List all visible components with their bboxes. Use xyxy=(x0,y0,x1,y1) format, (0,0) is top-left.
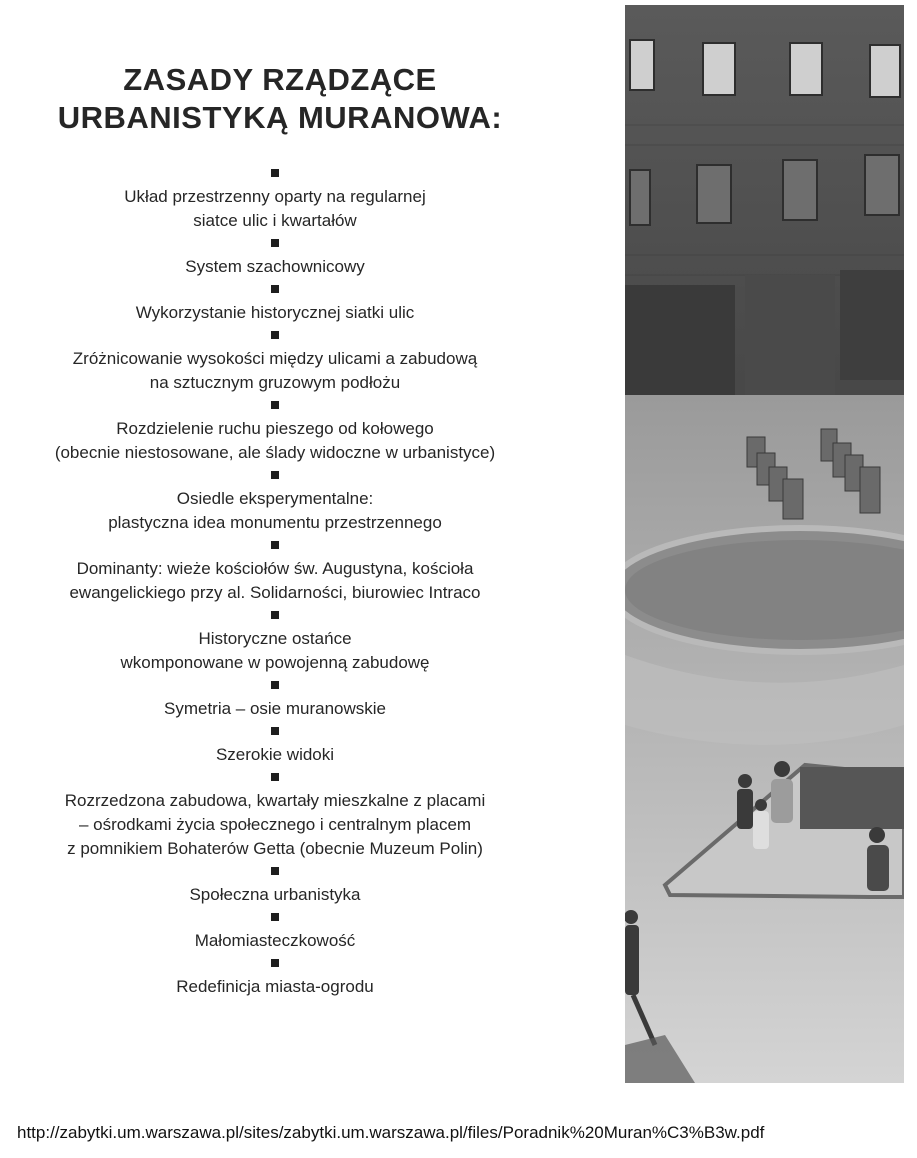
principle-line: Układ przestrzenny oparty na regularnej xyxy=(124,187,426,206)
principle-line: wkomponowane w powojenną zabudowę xyxy=(120,653,430,672)
principle-text xyxy=(20,301,530,325)
principle-text xyxy=(20,557,530,605)
principle-line: plastyczna idea monumentu przestrzennego xyxy=(108,513,442,532)
square-bullet-icon xyxy=(271,773,279,781)
square-bullet-icon xyxy=(271,169,279,177)
square-bullet-icon xyxy=(271,401,279,409)
principle-item xyxy=(20,471,530,535)
principle-item xyxy=(20,401,530,465)
square-bullet-icon xyxy=(271,471,279,479)
principle-text xyxy=(20,697,530,721)
principle-line: ewangelickiego przy al. Solidarności, biurowiec Intraco xyxy=(69,583,481,602)
principle-item xyxy=(20,285,530,325)
principle-item xyxy=(20,959,530,999)
principle-line: na sztucznym gruzowym podłożu xyxy=(149,373,401,392)
principle-text xyxy=(20,929,530,953)
principle-text xyxy=(20,975,530,999)
square-bullet-icon xyxy=(271,959,279,967)
principle-line: Redefinicja miasta-ogrodu xyxy=(176,977,374,996)
principles-list xyxy=(20,163,530,999)
square-bullet-icon xyxy=(271,239,279,247)
principle-item xyxy=(20,913,530,953)
principle-text xyxy=(20,255,530,279)
principle-item xyxy=(20,727,530,767)
principle-line: Rozrzedzona zabudowa, kwartały mieszkalne z placami xyxy=(64,791,486,810)
principle-item xyxy=(20,773,530,861)
square-bullet-icon xyxy=(271,611,279,619)
principle-item xyxy=(20,681,530,721)
courtyard-photo-image xyxy=(625,5,904,1083)
title-line-1: ZASADY RZĄDZĄCE xyxy=(123,61,437,97)
principle-text xyxy=(20,627,530,675)
principle-line: z pomnikiem Bohaterów Getta (obecnie Muzeum Polin) xyxy=(67,839,483,858)
principle-text xyxy=(20,347,530,395)
square-bullet-icon xyxy=(271,913,279,921)
principle-line: Społeczna urbanistyka xyxy=(189,885,361,904)
principle-item xyxy=(20,611,530,675)
principle-line: Osiedle eksperymentalne: xyxy=(176,489,374,508)
principle-line: (obecnie niestosowane, ale ślady widoczne w urbanistyce) xyxy=(54,443,496,462)
square-bullet-icon xyxy=(271,285,279,293)
square-bullet-icon xyxy=(271,541,279,549)
principle-item xyxy=(20,239,530,279)
source-url: http://zabytki.um.warszawa.pl/sites/zabytki.um.warszawa.pl/files/Poradnik%20Muran%C3%B3w.pdf xyxy=(17,1123,765,1142)
principle-text xyxy=(20,417,530,465)
principle-line: System szachownicowy xyxy=(185,257,365,276)
square-bullet-icon xyxy=(271,727,279,735)
square-bullet-icon xyxy=(271,331,279,339)
principle-item xyxy=(20,331,530,395)
principle-line: Wykorzystanie historycznej siatki ulic xyxy=(135,303,415,322)
principle-item xyxy=(20,541,530,605)
principle-line: – ośrodkami życia społecznego i centralnym placem xyxy=(78,815,472,834)
principle-text xyxy=(20,185,530,233)
historical-photo xyxy=(625,5,904,1083)
principle-text xyxy=(20,883,530,907)
square-bullet-icon xyxy=(271,681,279,689)
principle-text xyxy=(20,743,530,767)
principle-text xyxy=(20,789,530,861)
square-bullet-icon xyxy=(271,867,279,875)
principle-line: Szerokie widoki xyxy=(215,745,335,764)
page-title xyxy=(20,61,540,137)
title-line-2: URBANISTYKĄ MURANOWA: xyxy=(57,99,503,135)
principle-line: siatce ulic i kwartałów xyxy=(193,211,357,230)
principle-line: Małomiasteczkowość xyxy=(194,931,356,950)
principle-text xyxy=(20,487,530,535)
principle-line: Zróżnicowanie wysokości między ulicami a zabudową xyxy=(72,349,478,368)
principle-line: Rozdzielenie ruchu pieszego od kołowego xyxy=(116,419,434,438)
principle-item xyxy=(20,867,530,907)
principle-line: Dominanty: wieże kościołów św. Augustyna, kościoła xyxy=(76,559,474,578)
principle-item xyxy=(20,169,530,233)
principle-line: Historyczne ostańce xyxy=(198,629,352,648)
principle-line: Symetria – osie muranowskie xyxy=(163,699,387,718)
